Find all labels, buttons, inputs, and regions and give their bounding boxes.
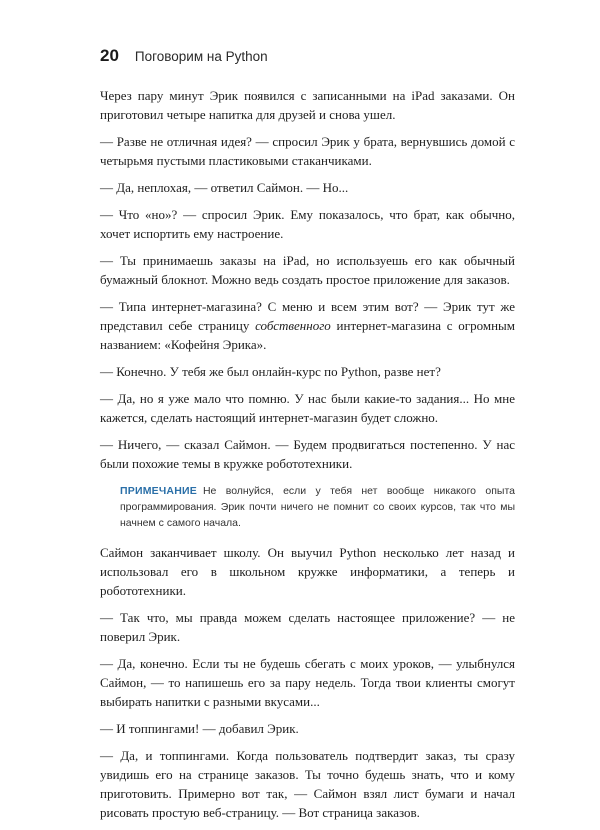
emphasis-word: собственного — [255, 318, 331, 333]
paragraph: — Что «но»? — спросил Эрик. Ему показалось, что брат, как обычно, хочет испортить ему настроение. — [100, 207, 515, 241]
note-box — [120, 483, 515, 531]
paragraph: — Ты принимаешь заказы на iPad, но используешь его как обычный бумажный блокнот. Можно ведь создать простое приложение для заказов. — [100, 253, 515, 287]
page-number: 20 — [100, 46, 119, 65]
page-header — [100, 46, 520, 70]
body-text — [100, 86, 515, 830]
paragraph: — Ничего, — сказал Саймон. — Будем продвигаться постепенно. У нас были похожие темы в кружке робототехники. — [100, 437, 515, 471]
paragraph: — Да, конечно. Если ты не будешь сбегать с моих уроков, — улыбнулся Саймон, — то напишешь его за пару недель. Тогда твои клиенты смогут выбирать напитки с разными вкусами... — [100, 656, 515, 709]
paragraph: — Да, неплохая, — ответил Саймон. — Но... — [100, 180, 349, 195]
paragraph: — Да, но я уже мало что помню. У нас были какие-то задания... Но мне кажется, сделать настоящий интернет-магазин будет сложно. — [100, 391, 515, 425]
paragraph-text-after: интернет-магазина с огромным названием: «Кофейня Эрика». — [100, 318, 516, 352]
paragraph-with-emphasis — [100, 297, 515, 354]
paragraph: Через пару минут Эрик появился с записанными на iPad заказами. Он приготовил четыре напитка для друзей и снова ушел. — [100, 88, 515, 122]
paragraph: — Так что, мы правда можем сделать настоящее приложение? — не поверил Эрик. — [100, 610, 515, 644]
paragraph: Саймон заканчивает школу. Он выучил Python несколько лет назад и использовал его в школьном кружке информатики, а теперь и робототехники. — [100, 545, 515, 598]
running-title: Поговорим на Python — [134, 49, 268, 64]
paragraph: — И топпингами! — добавил Эрик. — [100, 721, 299, 736]
paragraph: — Конечно. У тебя же был онлайн-курс по Python, разве нет? — [100, 364, 441, 379]
note-text: Не волнуйся, если у тебя нет вообще никакого опыта программирования. Эрик почти ничего не помнит со своих курсов, так что мы начнем с самого начала. — [120, 485, 515, 529]
note-label: ПРИМЕЧАНИЕ — [120, 485, 197, 497]
paragraph: — Да, и топпингами. Когда пользователь подтвердит заказ, ты сразу увидишь его на странице заказов. Ты точно будешь знать, что и кому приготовить. Примерно вот так, — Саймон взял лист бумаги и начал рисовать простую веб-страницу. — Вот страница заказов. — [100, 748, 515, 820]
paragraph: — Разве не отличная идея? — спросил Эрик у брата, вернувшись домой с четырьмя пустыми пластиковыми стаканчиками. — [100, 134, 515, 168]
paragraph-text-before: — Типа интернет-магазина? С меню и всем этим вот? — Эрик тут же представил себе страницу — [100, 299, 515, 333]
